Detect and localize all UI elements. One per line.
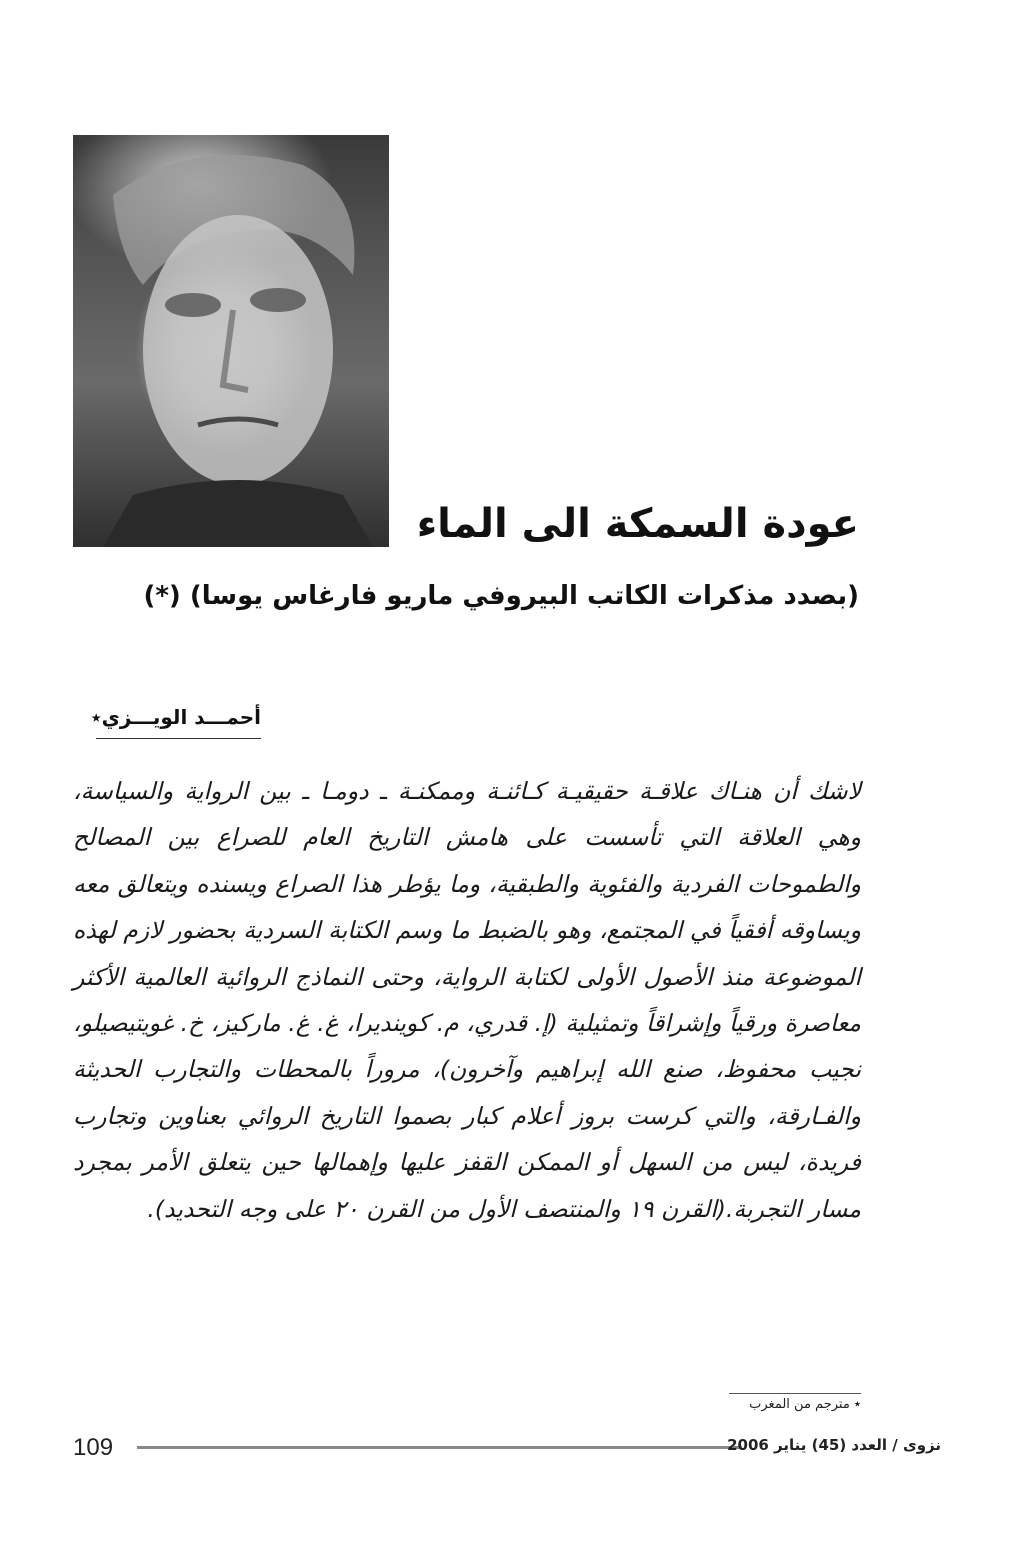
portrait-illustration — [73, 135, 389, 547]
author-underline — [96, 738, 261, 739]
author-portrait-photo — [73, 135, 389, 547]
footnote-divider — [729, 1393, 861, 1394]
translator-footnote: ٭ مترجم من المغرب — [749, 1397, 861, 1412]
journal-issue-label: نزوى / العدد (45) يناير 2006 — [727, 1436, 941, 1454]
article-title: عودة السمكة الى الماء — [416, 501, 859, 547]
article-subtitle: (بصدد مذكرات الكاتب البيروفي ماريو فارغاس يوسا) (*) — [143, 581, 859, 611]
footer-divider — [137, 1446, 742, 1449]
article-body-paragraph: لاشك أن هنـاك علاقـة حقيقيـة كـائنـة وممكنـة ـ دومـا ـ بين الرواية والسياسة، وهي العلاقة التي تأسست على هامش التاريخ العام للصراع بين المصالح والطموحات الفردية والفئوية والطبقية، وما يؤطر هذا الصراع ويسنده ويتعالق معه ويساوقه أفقياً في المجتمع، وهو بالضبط ما وسم الكتابة السردية بحضور لازم لهذه الموضوعة منذ الأصول الأولى لكتابة الرواية، وحتى النماذج الروائية العالمية الأكثر معاصرة ورقياً وإشراقاً وتمثيلية (إ. قدري، م. كوينديرا، غ. غ. ماركيز، خ. غويتيصيلو، نجيب محفوظ، صنع الله إبراهيم وآخرون)، مروراً بالمحطات والتجارب الحديثة والفـارقة، والتي كرست بروز أعلام كبار بصموا التاريخ الروائي بعناوين وتجارب فريدة، ليس من السهل أو الممكن القفز عليها وإهمالها حين يتعلق الأمر بمجرد مسار التجربة.(القرن ١٩ والمنتصف الأول من القرن ٢٠ على وجه التحديد). — [73, 777, 861, 1223]
author-name: أحمـــد الويـــزي٭ — [90, 705, 261, 729]
page-number: 109 — [73, 1434, 114, 1461]
